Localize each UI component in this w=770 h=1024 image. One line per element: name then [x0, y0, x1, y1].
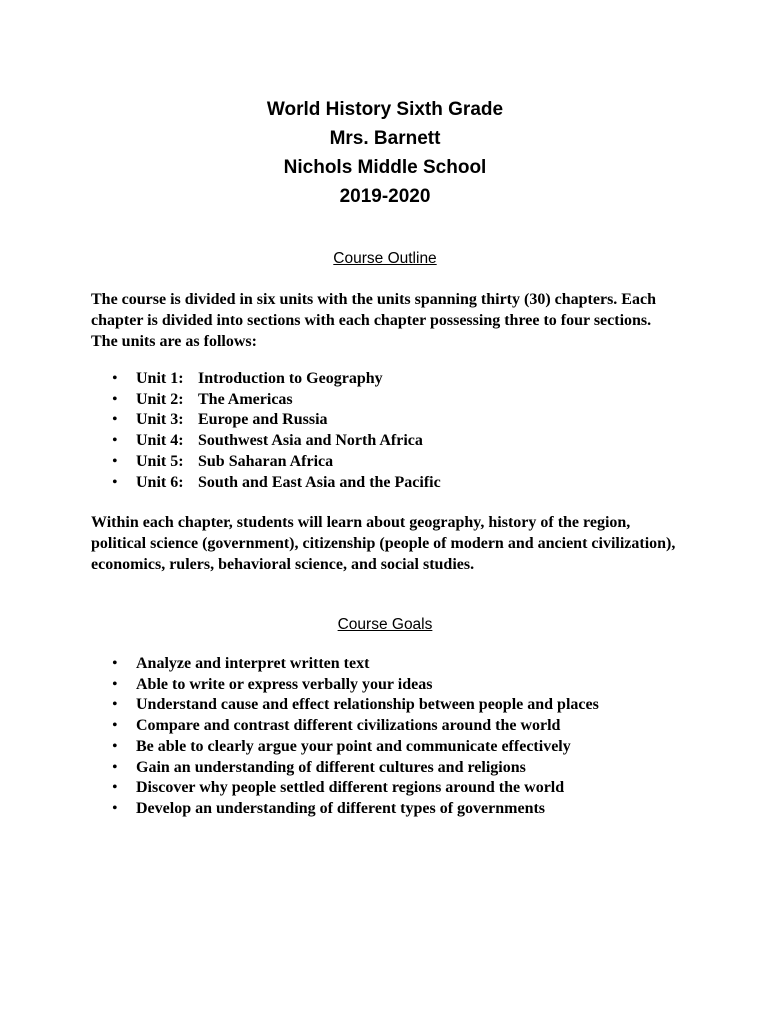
course-goals-heading-text: Course Goals	[337, 616, 433, 633]
bullet-icon: •	[112, 452, 118, 470]
course-title: World History Sixth Grade	[266, 99, 504, 120]
unit-list-item	[112, 410, 441, 431]
goal-list-item	[112, 799, 599, 820]
unit-list-item	[112, 390, 441, 411]
unit-title: Introduction to Geography	[198, 370, 383, 387]
bullet-icon: •	[112, 799, 118, 817]
goal-text: Develop an understanding of different types of governments	[136, 799, 546, 817]
unit-title: Southwest Asia and North Africa	[198, 432, 423, 450]
goal-list-item	[112, 716, 599, 737]
outline-intro-paragraph: The course is divided in six units with the units spanning thirty (30) chapters. Each chapter is divided into sections with each chapter possessing three to four sections. The units are as follows:	[91, 291, 656, 350]
unit-title: The Americas	[198, 390, 293, 408]
course-outline-heading	[0, 249, 770, 269]
unit-list-item	[112, 431, 441, 452]
goal-text: Compare and contrast different civilizations around the world	[136, 717, 561, 735]
outline-closing-paragraph: Within each chapter, students will learn about geography, history of the region, political science (government), citizenship (people of modern and ancient civilization), economics, rulers, behavioral science, and social studies.	[91, 514, 676, 573]
goal-text: Discover why people settled different regions around the world	[136, 779, 565, 797]
bullet-icon: •	[112, 473, 118, 491]
unit-list-item	[112, 369, 441, 390]
goal-list-item	[112, 675, 599, 696]
goal-list-item	[112, 758, 599, 779]
goal-text: Gain an understanding of different cultures and religions	[136, 758, 526, 776]
unit-title: Sub Saharan Africa	[198, 452, 334, 470]
unit-number: Unit 4:	[136, 432, 184, 450]
goal-text: Be able to clearly argue your point and communicate effectively	[136, 737, 571, 755]
unit-list	[112, 369, 441, 493]
unit-title: Europe and Russia	[198, 411, 328, 429]
bullet-icon: •	[112, 411, 118, 429]
bullet-icon: •	[112, 675, 118, 693]
bullet-icon: •	[112, 696, 118, 714]
school-year: 2019-2020	[339, 186, 431, 207]
unit-number: Unit 3:	[136, 411, 184, 429]
goal-text: Understand cause and effect relationship between people and places	[136, 696, 599, 714]
goal-list-item	[112, 778, 599, 799]
unit-number: Unit 5:	[136, 452, 184, 470]
bullet-icon: •	[112, 758, 118, 776]
goal-list-item	[112, 654, 599, 675]
bullet-icon: •	[112, 717, 118, 735]
document-header	[0, 95, 770, 211]
goal-text: Analyze and interpret written text	[136, 655, 370, 672]
unit-number: Unit 1:	[136, 370, 184, 387]
goal-list-item	[112, 695, 599, 716]
bullet-icon: •	[112, 390, 118, 408]
bullet-icon: •	[112, 370, 118, 387]
unit-list-item	[112, 473, 441, 494]
bullet-icon: •	[112, 655, 118, 672]
school-name: Nichols Middle School	[283, 157, 487, 178]
goal-list-item	[112, 737, 599, 758]
goal-text: Able to write or express verbally your ideas	[136, 675, 433, 693]
unit-title: South and East Asia and the Pacific	[198, 473, 441, 491]
goals-list	[112, 654, 599, 820]
teacher-name: Mrs. Barnett	[329, 128, 441, 149]
bullet-icon: •	[112, 779, 118, 797]
unit-number: Unit 6:	[136, 473, 184, 491]
bullet-icon: •	[112, 737, 118, 755]
course-goals-heading	[0, 615, 770, 635]
unit-list-item	[112, 452, 441, 473]
unit-number: Unit 2:	[136, 390, 184, 408]
bullet-icon: •	[112, 432, 118, 450]
course-outline-heading-text: Course Outline	[333, 250, 437, 267]
